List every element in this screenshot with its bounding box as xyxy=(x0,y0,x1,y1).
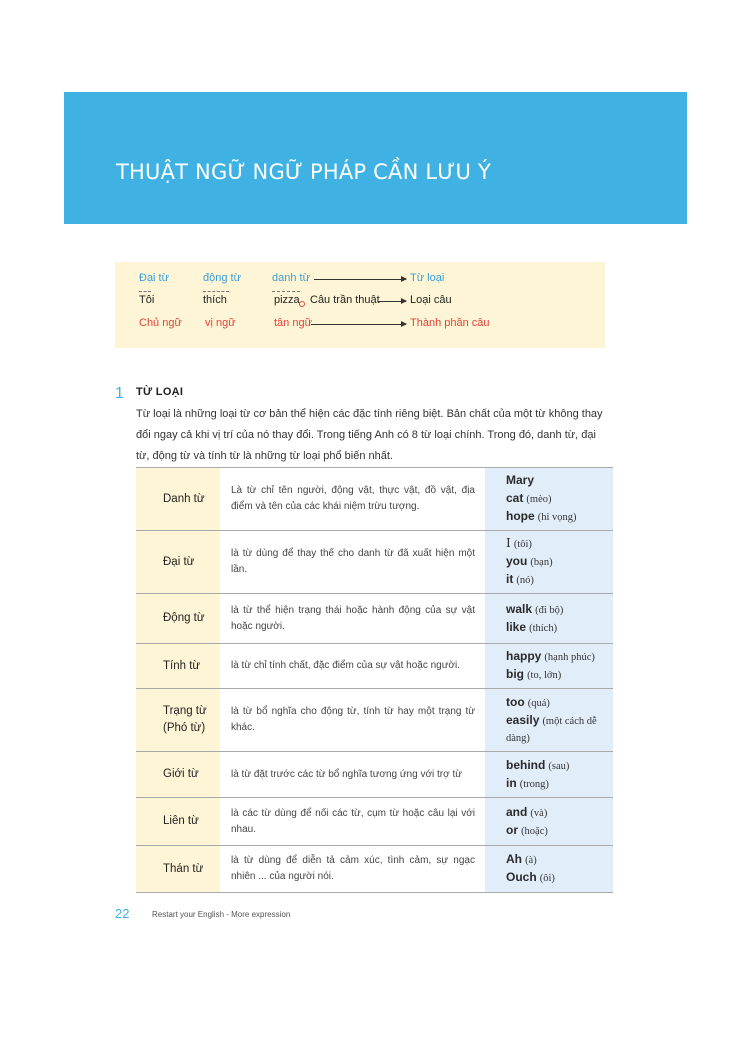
diagram-word-predicate: vị ngữ xyxy=(205,317,236,329)
example-word: like xyxy=(506,619,527,634)
example-translation: (hạnh phúc) xyxy=(544,652,595,663)
example-word: it xyxy=(506,572,514,586)
example-translation: (ôi) xyxy=(539,873,555,884)
pos-name: Tính từ xyxy=(136,644,220,689)
pos-name: Thán từ xyxy=(136,846,220,893)
table-row xyxy=(136,689,613,752)
pos-definition: là từ bổ nghĩa cho động từ, tính từ hay một trạng từ khác. xyxy=(220,689,485,752)
pos-definition: là các từ dùng để nối các từ, cụm từ hoặc câu lại với nhau. xyxy=(220,798,485,846)
pos-definition: là từ dùng để diễn tả cảm xúc, tình cảm, sự ngạc nhiên ... của người nói. xyxy=(220,846,485,893)
example-word: in xyxy=(506,775,517,790)
arrow-row1 xyxy=(314,279,406,280)
section-title: TỪ LOẠI xyxy=(136,386,184,398)
example-word: happy xyxy=(506,649,542,663)
diagram-result-sentence-component: Thành phần câu xyxy=(410,317,490,329)
pos-definition: là từ thể hiện trạng thái hoặc hành động của sự vật hoặc người. xyxy=(220,594,485,644)
table-row xyxy=(136,798,613,846)
example-word: you xyxy=(506,554,528,568)
diagram-word-verb: động từ xyxy=(203,272,241,284)
dash-1 xyxy=(139,291,151,292)
example-word: cat xyxy=(506,491,524,505)
diagram-word-noun: danh từ xyxy=(272,272,310,284)
diagram-word-toi: Tôi xyxy=(139,294,155,306)
example-translation: (mèo) xyxy=(526,494,552,505)
diagram-sentence-type: Câu trần thuật xyxy=(310,294,380,306)
section-number: 1 xyxy=(115,385,124,402)
diagram-word-object: tân ngữ xyxy=(274,317,312,329)
sentence-end-dot-icon xyxy=(299,301,305,307)
pos-examples xyxy=(485,644,613,689)
example-word: or xyxy=(506,822,518,837)
example-translation: (hoặc) xyxy=(521,825,548,837)
pos-examples xyxy=(485,468,613,531)
example-translation: (to, lớn) xyxy=(527,670,562,681)
example-word: easily xyxy=(506,712,540,727)
example-word: behind xyxy=(506,757,546,772)
example-translation: (bạn) xyxy=(530,557,553,568)
diagram-word-pizza: pizza xyxy=(274,294,300,306)
pos-examples xyxy=(485,689,613,752)
pos-definition: là từ dùng để thay thế cho danh từ đã xuất hiện một lần. xyxy=(220,531,485,594)
pos-definition: là từ đặt trước các từ bổ nghĩa tương ứng với trợ từ xyxy=(220,752,485,798)
pos-name: Danh từ xyxy=(136,468,220,531)
example-word: and xyxy=(506,804,528,819)
diagram-word-thich: thích xyxy=(203,294,227,306)
parts-of-speech-table xyxy=(136,467,613,893)
grammar-diagram xyxy=(115,262,605,348)
dash-3 xyxy=(272,291,300,292)
pos-name: Đại từ xyxy=(136,531,220,594)
diagram-word-pronoun: Đại từ xyxy=(139,272,169,284)
diagram-result-sentence-type: Loại câu xyxy=(410,294,452,306)
section-description: Từ loại là những loại từ cơ bản thể hiện các đặc tính riêng biệt. Bản chất của một từ không thay đổi ngay cả khi vị trí của nó thay đổi. Trong tiếng Anh có 8 từ loại chính. Trong đó, danh từ, đại từ, động từ và tính từ là những từ loại phổ biến nhất. xyxy=(136,408,603,462)
table-row xyxy=(136,594,613,644)
arrow-row3 xyxy=(311,324,406,325)
pos-name: Động từ xyxy=(136,594,220,644)
dash-2 xyxy=(203,291,229,292)
pos-examples xyxy=(485,594,613,644)
table-row xyxy=(136,468,613,531)
pos-examples xyxy=(485,531,613,594)
table-row xyxy=(136,644,613,689)
example-word: hope xyxy=(506,509,535,523)
diagram-result-word-class: Từ loại xyxy=(410,272,445,284)
example-word: Ah xyxy=(506,852,522,866)
example-translation: (hi vọng) xyxy=(537,512,577,523)
example-translation: (sau) xyxy=(548,760,570,772)
example-translation: (à) xyxy=(525,855,537,866)
header-banner xyxy=(64,92,687,224)
pos-name: Trạng từ (Phó từ) xyxy=(136,689,220,752)
arrow-row2 xyxy=(378,301,406,302)
pos-definition: là từ chỉ tính chất, đặc điểm của sự vật hoặc người. xyxy=(220,644,485,689)
example-word: big xyxy=(506,667,524,681)
example-translation: (trong) xyxy=(519,778,549,790)
page-number: 22 xyxy=(115,906,130,921)
pos-examples xyxy=(485,846,613,893)
example-word: Ouch xyxy=(506,870,537,884)
example-translation: (nó) xyxy=(516,575,534,586)
pos-definition: Là từ chỉ tên người, động vật, thực vật, đồ vật, địa điểm và tên của các khái niệm trừu tượng. xyxy=(220,468,485,531)
pos-name: Liên từ xyxy=(136,798,220,846)
book-title-footer: Restart your English - More expression xyxy=(152,910,291,919)
example-translation: (tôi) xyxy=(513,539,532,550)
table-row xyxy=(136,752,613,798)
example-translation: (quá) xyxy=(527,697,550,709)
example-word: Mary xyxy=(506,473,535,487)
diagram-word-subject: Chủ ngữ xyxy=(139,317,182,329)
example-translation: (thích) xyxy=(529,622,558,634)
pos-examples xyxy=(485,798,613,846)
example-word: walk xyxy=(506,601,533,616)
pos-examples xyxy=(485,752,613,798)
pos-name: Giới từ xyxy=(136,752,220,798)
example-word: too xyxy=(506,694,525,709)
page-title: THUẬT NGỮ NGỮ PHÁP CẦN LƯU Ý xyxy=(116,160,491,184)
example-translation: (và) xyxy=(530,807,548,819)
table-row xyxy=(136,846,613,893)
example-translation: (một cách dễ dàng) xyxy=(506,715,597,744)
example-translation: (đi bộ) xyxy=(535,604,564,616)
example-word: I xyxy=(506,536,511,550)
table-row xyxy=(136,531,613,594)
